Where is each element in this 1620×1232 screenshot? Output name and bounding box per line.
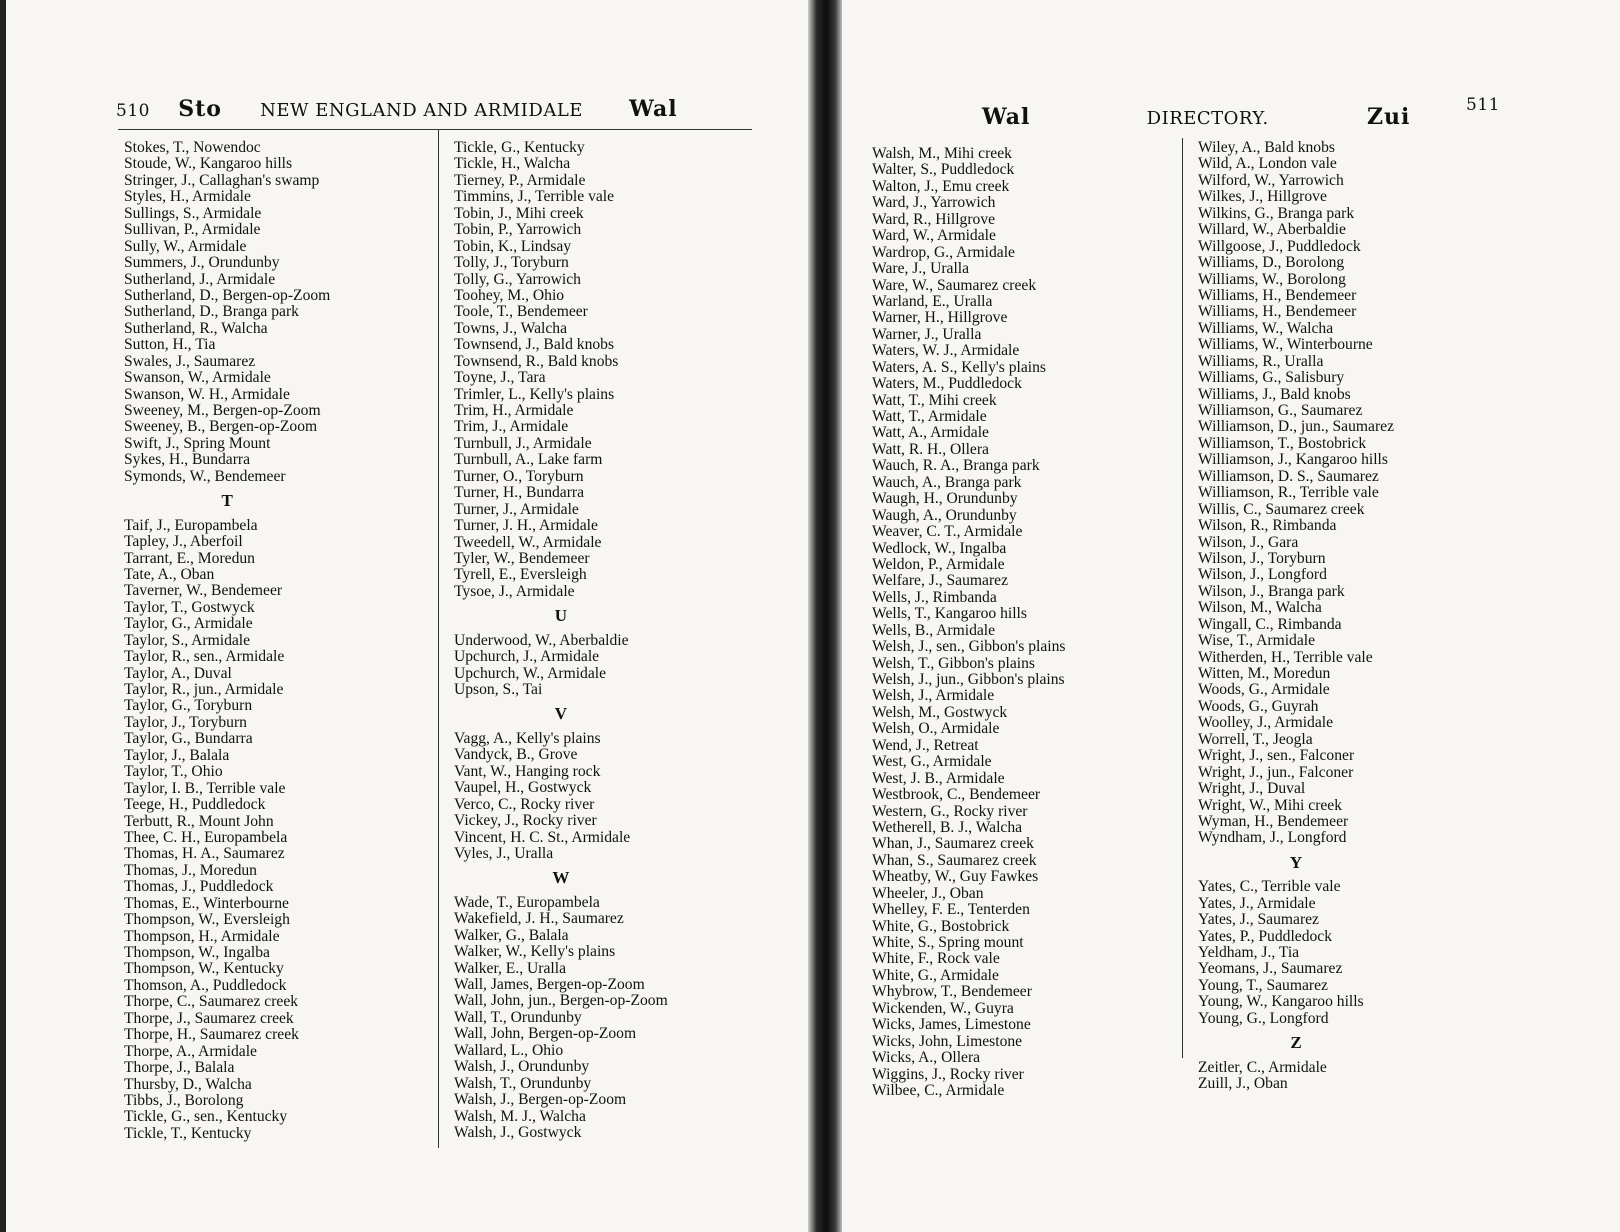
page-title: NEW ENGLAND AND ARMIDALE [260, 100, 583, 121]
directory-entry: Sutherland, R., Walcha [124, 319, 268, 337]
directory-entry: Weldon, P., Armidale [872, 555, 1005, 573]
directory-entry: Townsend, R., Bald knobs [454, 352, 619, 370]
directory-entry: Warner, J., Uralla [872, 325, 982, 343]
directory-entry: Tobin, J., Mihi creek [454, 204, 584, 222]
directory-entry: Williamson, D. S., Saumarez [1198, 467, 1379, 485]
directory-entry: Whelley, F. E., Tenterden [872, 901, 1030, 919]
directory-entry: Sully, W., Armidale [124, 237, 247, 255]
directory-entry: Wall, James, Bergen-op-Zoom [454, 976, 645, 993]
guide-word-right: Zui [1366, 104, 1411, 130]
directory-entry: Vaupel, H., Gostwyck [454, 779, 592, 797]
directory-entry: Trim, J., Armidale [454, 418, 569, 436]
directory-entry: Wetherell, B. J., Walcha [872, 818, 1023, 836]
directory-entry: Whybrow, T., Bendemeer [872, 983, 1032, 1001]
directory-entry: Thomas, H. A., Saumarez [124, 845, 285, 863]
directory-entry: West, G., Armidale [872, 753, 992, 771]
directory-entry: Wilson, J., Branga park [1198, 582, 1345, 600]
directory-entry: White, F., Rock vale [872, 950, 1000, 968]
directory-entry: Welsh, J., Armidale [872, 687, 995, 705]
directory-entry: Taylor, I. B., Terrible vale [124, 779, 286, 797]
directory-entry: Waters, A. S., Kelly's plains [872, 358, 1046, 376]
directory-entry: Tickle, G., sen., Kentucky [124, 1108, 288, 1126]
directory-entry: Williamson, T., Bostobrick [1198, 434, 1367, 452]
directory-entry: Taylor, T., Ohio [124, 763, 223, 781]
directory-entry: Thomson, A., Puddledock [124, 976, 287, 994]
directory-entry: Welsh, J., jun., Gibbon's plains [872, 671, 1065, 688]
directory-entry: Thorpe, H., Saumarez creek [124, 1026, 299, 1044]
directory-entry: Tobin, P., Yarrowich [454, 221, 582, 239]
directory-entry: Williams, G., Salisbury [1198, 369, 1345, 387]
directory-entry: Turner, O., Toryburn [454, 467, 584, 485]
directory-entry: Turnbull, A., Lake farm [454, 451, 603, 469]
directory-entry: Woods, G., Armidale [1198, 681, 1330, 699]
letter-heading-y: Y [1289, 852, 1303, 872]
directory-entry: Watt, T., Armidale [872, 408, 987, 425]
directory-entry: Wilson, J., Toryburn [1198, 549, 1326, 567]
directory-entry: Turner, J. H., Armidale [454, 517, 598, 535]
directory-entry: Wauch, R. A., Branga park [872, 457, 1040, 475]
directory-entry: Walsh, J., Gostwyck [454, 1123, 582, 1141]
directory-entry: Upson, S., Tai [454, 681, 543, 698]
directory-entry: White, S., Spring mount [872, 934, 1024, 951]
letter-heading-v: V [554, 704, 567, 724]
directory-entry: Taylor, R., jun., Armidale [124, 681, 284, 698]
directory-entry: Willard, W., Aberbaldie [1198, 221, 1346, 239]
directory-entry: Thompson, W., Ingalba [124, 944, 270, 961]
directory-entry: Wilkins, G., Branga park [1198, 204, 1355, 222]
directory-entry: Yeldham, J., Tia [1198, 944, 1300, 961]
directory-entry: Wicks, James, Limestone [872, 1016, 1031, 1034]
directory-entry: Towns, J., Walcha [454, 319, 568, 337]
directory-entry: Terbutt, R., Mount John [124, 812, 274, 830]
directory-entry: Waugh, H., Orundunby [872, 490, 1018, 508]
directory-entry: Wyndham, J., Longford [1198, 829, 1347, 847]
directory-entry: Teege, H., Puddledock [124, 796, 266, 814]
directory-entry: White, G., Bostobrick [872, 917, 1010, 935]
directory-entry: Ware, J., Uralla [872, 260, 970, 278]
directory-entry: Thomas, J., Moredun [124, 861, 257, 879]
directory-entry: Tickle, G., Kentucky [454, 139, 585, 156]
directory-entry: Yates, C., Terrible vale [1198, 878, 1341, 896]
directory-entry: Trimler, L., Kelly's plains [454, 385, 615, 403]
directory-entry: Tarrant, E., Moredun [124, 549, 255, 567]
directory-entry: White, G., Armidale [872, 966, 999, 984]
page-title: DIRECTORY. [1146, 108, 1269, 129]
directory-entry: Sutherland, D., Bergen-op-Zoom [124, 286, 331, 304]
directory-entry: Taylor, G., Bundarra [124, 730, 253, 748]
directory-entry: Styles, H., Armidale [124, 188, 251, 206]
directory-entry: Swanson, W. H., Armidale [124, 385, 290, 403]
letter-heading-w: W [552, 868, 570, 888]
directory-entry: Sullings, S., Armidale [124, 204, 262, 222]
directory-entry: Ware, W., Saumarez creek [872, 276, 1037, 294]
directory-entry: Willis, C., Saumarez creek [1198, 500, 1365, 518]
directory-entry: Tapley, J., Aberfoil [124, 533, 243, 551]
left-page-header [116, 96, 678, 122]
directory-entry: Zeitler, C., Armidale [1198, 1058, 1327, 1076]
directory-entry: Taylor, G., Armidale [124, 615, 253, 633]
directory-entry: Toole, T., Bendemeer [454, 303, 588, 321]
directory-entry: Tyler, W., Bendemeer [454, 549, 590, 567]
directory-entry: Wells, J., Rimbanda [872, 588, 997, 606]
directory-entry: Wilkes, J., Hillgrove [1198, 188, 1327, 206]
directory-entry: Taif, J., Europambela [124, 516, 258, 534]
directory-entry: Tickle, T., Kentucky [124, 1124, 252, 1142]
directory-entry: Zuill, J., Oban [1198, 1075, 1288, 1093]
left-column-2 [454, 140, 668, 1141]
directory-entry: Upchurch, J., Armidale [454, 648, 600, 666]
directory-entry: Witten, M., Moredun [1198, 665, 1331, 682]
directory-entry: Welsh, O., Armidale [872, 720, 1000, 738]
letter-heading-u: U [554, 606, 567, 626]
directory-entry: Welsh, J., sen., Gibbon's plains [872, 638, 1066, 656]
directory-entry: Sutton, H., Tia [124, 336, 216, 354]
right-page [842, 0, 1620, 1232]
directory-entry: Wright, W., Mihi creek [1198, 796, 1343, 814]
directory-entry: Willgoose, J., Puddledock [1198, 237, 1361, 255]
directory-entry: Verco, C., Rocky river [454, 795, 595, 813]
directory-entry: Wiley, A., Bald knobs [1198, 139, 1335, 156]
directory-entry: Yates, J., Armidale [1198, 894, 1316, 912]
page-number: 511 [1466, 95, 1500, 115]
directory-entry: Vagg, A., Kelly's plains [454, 729, 601, 747]
directory-entry: Wilson, R., Rimbanda [1198, 517, 1337, 535]
page-number: 510 [116, 101, 150, 121]
directory-entry: Whan, S., Saumarez creek [872, 851, 1037, 869]
directory-entry: Walsh, J., Orundunby [454, 1058, 590, 1076]
directory-entry: Swanson, W., Armidale [124, 369, 271, 387]
directory-entry: Taylor, G., Toryburn [124, 697, 253, 715]
directory-entry: Symonds, W., Bendemeer [124, 467, 286, 485]
directory-entry: Sutherland, D., Branga park [124, 303, 299, 321]
directory-entry: Witherden, H., Terrible vale [1198, 648, 1373, 666]
directory-entry: Williams, H., Bendemeer [1198, 286, 1357, 304]
directory-entry: Sullivan, P., Armidale [124, 221, 261, 239]
left-column-1 [124, 140, 330, 1142]
directory-entry: Underwood, W., Aberbaldie [454, 631, 629, 649]
directory-entry: Wall, John, Bergen-op-Zoom [454, 1025, 637, 1043]
directory-entry: Sweeney, B., Bergen-op-Zoom [124, 418, 318, 436]
directory-entry: Wilson, M., Walcha [1198, 599, 1322, 617]
directory-entry: Thomas, E., Winterbourne [124, 894, 289, 912]
directory-entry: Walsh, J., Bergen-op-Zoom [454, 1091, 627, 1109]
directory-entry: Williams, D., Borolong [1198, 254, 1345, 272]
directory-entry: Ward, R., Hillgrove [872, 210, 996, 228]
directory-entry: Western, G., Rocky river [872, 802, 1028, 820]
directory-entry: Wise, T., Armidale [1198, 632, 1316, 650]
directory-entry: Watt, T., Mihi creek [872, 391, 997, 409]
directory-entry: Thursby, D., Walcha [124, 1075, 252, 1093]
directory-entry: Woolley, J., Armidale [1198, 714, 1334, 732]
directory-entry: Sykes, H., Bundarra [124, 451, 251, 469]
directory-entry: Summers, J., Orundunby [124, 254, 280, 272]
directory-entry: Westbrook, C., Bendemeer [872, 786, 1041, 804]
directory-entry: Watt, R. H., Ollera [872, 440, 989, 458]
directory-entry: Wicks, John, Limestone [872, 1032, 1023, 1050]
directory-entry: Wakefield, J. H., Saumarez [454, 910, 624, 928]
directory-entry: Warner, H., Hillgrove [872, 309, 1008, 327]
directory-entry: Taylor, T., Gostwyck [124, 598, 255, 616]
directory-entry: Walsh, M., Mihi creek [872, 145, 1012, 162]
directory-entry: Tate, A., Oban [124, 565, 215, 583]
directory-entry: Stoude, W., Kangaroo hills [124, 155, 293, 173]
directory-entry: Wickenden, W., Guyra [872, 999, 1014, 1017]
book-gutter [808, 0, 842, 1232]
directory-entry: Young, T., Saumarez [1198, 976, 1328, 994]
directory-entry: Wright, J., jun., Falconer [1198, 763, 1354, 781]
right-page-number-wrap [1466, 94, 1500, 115]
directory-entry: Thorpe, C., Saumarez creek [124, 993, 299, 1011]
directory-entry: Thorpe, A., Armidale [124, 1042, 257, 1060]
directory-entry: Vincent, H. C. St., Armidale [454, 828, 631, 846]
directory-entry: Welsh, M., Gostwyck [872, 703, 1008, 721]
directory-entry: Thompson, H., Armidale [124, 927, 280, 945]
directory-entry: Wright, J., Duval [1198, 780, 1306, 798]
directory-entry: Ward, J., Yarrowich [872, 194, 996, 212]
directory-entry: Turner, J., Armidale [454, 500, 579, 518]
directory-entry: Walter, S., Puddledock [872, 161, 1015, 179]
directory-entry: Worrell, T., Jeogla [1198, 730, 1313, 748]
directory-entry: Tibbs, J., Borolong [124, 1091, 244, 1109]
directory-entry: Wend, J., Retreat [872, 736, 979, 754]
right-column-1 [872, 146, 1065, 1099]
directory-entry: Walton, J., Emu creek [872, 177, 1010, 195]
directory-entry: Taylor, S., Armidale [124, 631, 251, 649]
directory-entry: Wade, T., Europambela [454, 893, 600, 911]
directory-entry: Thorpe, J., Saumarez creek [124, 1009, 294, 1027]
directory-entry: Tysoe, J., Armidale [454, 582, 575, 600]
directory-entry: Williamson, R., Terrible vale [1198, 484, 1379, 502]
directory-entry: Wheeler, J., Oban [872, 884, 984, 902]
directory-entry: Yeomans, J., Saumarez [1198, 960, 1343, 978]
directory-entry: Vyles, J., Uralla [454, 844, 554, 862]
directory-entry: Tierney, P., Armidale [454, 171, 586, 189]
directory-entry: Wheatby, W., Guy Fawkes [872, 868, 1039, 886]
directory-entry: Stringer, J., Callaghan's swamp [124, 171, 320, 189]
directory-entry: Thompson, W., Kentucky [124, 960, 284, 978]
directory-entry: Welsh, T., Gibbon's plains [872, 654, 1035, 672]
directory-entry: Walker, E., Uralla [454, 959, 566, 977]
directory-entry: Sweeney, M., Bergen-op-Zoom [124, 402, 321, 419]
directory-entry: Walker, G., Balala [454, 926, 569, 944]
letter-heading-t: T [221, 491, 233, 511]
directory-entry: Wall, John, jun., Bergen-op-Zoom [454, 992, 668, 1010]
directory-entry: Wauch, A., Branga park [872, 473, 1022, 491]
directory-entry: Tickle, H., Walcha [454, 155, 571, 173]
guide-word-left: Wal [982, 104, 1031, 130]
directory-entry: Warland, E., Uralla [872, 292, 993, 310]
directory-entry: Wallard, L., Ohio [454, 1041, 564, 1059]
directory-entry: Thorpe, J., Balala [124, 1059, 235, 1077]
letter-heading-z: Z [1290, 1033, 1302, 1053]
directory-entry: Wicks, A., Ollera [872, 1049, 981, 1067]
directory-entry: Toyne, J., Tara [454, 369, 546, 387]
directory-entry: Vant, W., Hanging rock [454, 762, 601, 780]
directory-entry: Wells, T., Kangaroo hills [872, 605, 1027, 623]
directory-entry: Waters, W. J., Armidale [872, 342, 1020, 360]
directory-entry: Williamson, D., jun., Saumarez [1198, 418, 1394, 436]
right-page-header [982, 104, 1410, 130]
column-divider [1182, 138, 1183, 1058]
left-page [0, 0, 808, 1232]
directory-entry: Wingall, C., Rimbanda [1198, 615, 1342, 633]
directory-entry: Walsh, T., Orundunby [454, 1074, 592, 1092]
directory-entry: Tolly, G., Yarrowich [454, 270, 581, 288]
directory-entry: Williams, W., Walcha [1198, 319, 1334, 337]
directory-entry: Turner, H., Bundarra [454, 484, 585, 502]
directory-entry: Wilford, W., Yarrowich [1198, 171, 1344, 189]
directory-entry: Thee, C. H., Europambela [124, 828, 288, 846]
directory-entry: Waugh, A., Orundunby [872, 506, 1017, 524]
right-column-2 [1198, 140, 1394, 1093]
directory-entry: Tyrell, E., Eversleigh [454, 566, 587, 584]
directory-entry: Wedlock, W., Ingalba [872, 539, 1007, 557]
directory-entry: Taylor, J., Balala [124, 746, 230, 764]
directory-entry: Tolly, J., Toryburn [454, 254, 569, 272]
directory-entry: Taylor, J., Toryburn [124, 713, 247, 731]
guide-word-right: Wal [629, 96, 678, 122]
directory-entry: Weaver, C. T., Armidale [872, 523, 1023, 541]
directory-entry: Sutherland, J., Armidale [124, 270, 276, 288]
directory-entry: Walsh, M. J., Walcha [454, 1107, 586, 1125]
directory-entry: Stokes, T., Nowendoc [124, 139, 261, 156]
directory-entry: Williams, W., Borolong [1198, 270, 1346, 288]
directory-entry: Taylor, R., sen., Armidale [124, 648, 285, 666]
directory-entry: Trim, H., Armidale [454, 402, 574, 419]
column-divider [438, 130, 439, 1148]
directory-entry: Tobin, K., Lindsay [454, 237, 572, 255]
directory-entry: Toohey, M., Ohio [454, 286, 565, 304]
directory-entry: Upchurch, W., Armidale [454, 664, 607, 682]
directory-entry: Yates, P., Puddledock [1198, 927, 1333, 945]
directory-entry: Wardrop, G., Armidale [872, 243, 1015, 261]
directory-entry: Young, G., Longford [1198, 1009, 1329, 1027]
directory-entry: Wild, A., London vale [1198, 155, 1337, 173]
directory-entry: Walker, W., Kelly's plains [454, 943, 616, 961]
directory-entry: Vickey, J., Rocky river [454, 812, 597, 830]
directory-entry: Wilbee, C., Armidale [872, 1081, 1005, 1099]
directory-entry: Williams, R., Uralla [1198, 352, 1324, 370]
directory-entry: Swift, J., Spring Mount [124, 434, 271, 452]
directory-entry: Taylor, A., Duval [124, 664, 232, 682]
directory-entry: Wright, J., sen., Falconer [1198, 747, 1355, 765]
directory-entry: Taverner, W., Bendemeer [124, 582, 283, 600]
header-rule [118, 129, 752, 130]
directory-entry: Williamson, G., Saumarez [1198, 402, 1363, 419]
directory-entry: Wilson, J., Gara [1198, 533, 1299, 551]
directory-entry: Thompson, W., Eversleigh [124, 911, 290, 929]
directory-entry: Tweedell, W., Armidale [454, 533, 602, 551]
directory-entry: Watt, A., Armidale [872, 424, 989, 442]
directory-entry: Vandyck, B., Grove [454, 746, 578, 764]
directory-entry: Woods, G., Guyrah [1198, 697, 1319, 715]
directory-entry: Ward, W., Armidale [872, 227, 996, 245]
directory-entry: Turnbull, J., Armidale [454, 434, 592, 452]
directory-entry: Williams, W., Winterbourne [1198, 336, 1373, 354]
directory-entry: Williams, H., Bendemeer [1198, 303, 1357, 321]
directory-entry: Wells, B., Armidale [872, 621, 996, 639]
directory-entry: Thomas, J., Puddledock [124, 878, 274, 896]
directory-entry: Waters, M., Puddledock [872, 375, 1022, 393]
directory-entry: Yates, J., Saumarez [1198, 911, 1319, 929]
directory-entry: Townsend, J., Bald knobs [454, 336, 615, 354]
directory-entry: Williams, J., Bald knobs [1198, 385, 1351, 403]
directory-entry: Timmins, J., Terrible vale [454, 188, 615, 206]
directory-entry: Young, W., Kangaroo hills [1198, 993, 1364, 1011]
directory-entry: Swales, J., Saumarez [124, 352, 256, 370]
guide-word-left: Sto [178, 96, 222, 122]
directory-entry: Wilson, J., Longford [1198, 566, 1327, 584]
directory-entry: West, J. B., Armidale [872, 769, 1005, 787]
directory-entry: Welfare, J., Saumarez [872, 572, 1008, 590]
directory-entry: Whan, J., Saumarez creek [872, 835, 1034, 853]
directory-entry: Wall, T., Orundunby [454, 1008, 582, 1026]
directory-entry: Williamson, J., Kangaroo hills [1198, 451, 1388, 469]
directory-entry: Wiggins, J., Rocky river [872, 1065, 1024, 1083]
directory-entry: Wyman, H., Bendemeer [1198, 812, 1349, 830]
